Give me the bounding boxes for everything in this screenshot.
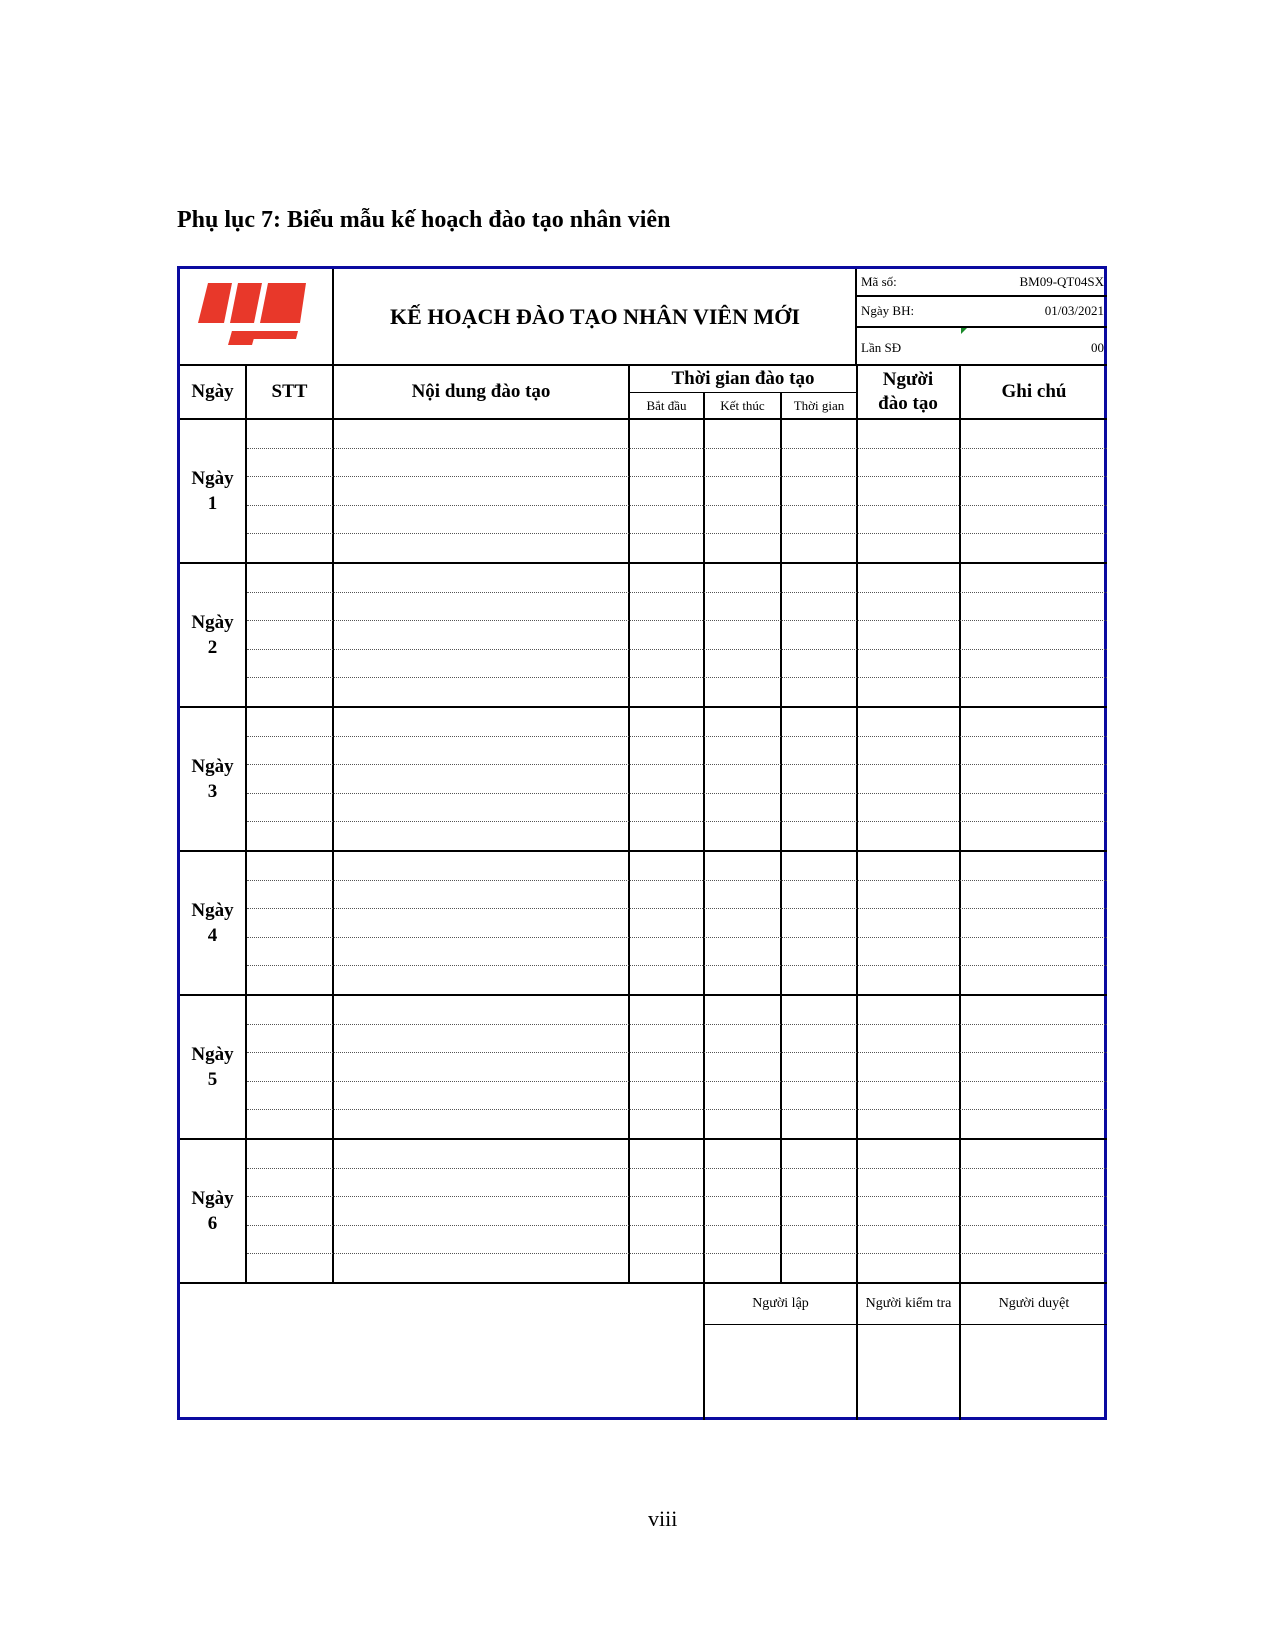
issue-date-value: 01/03/2021 [1044, 303, 1104, 318]
day-label: Ngày [191, 612, 234, 633]
document-heading: Phụ lục 7: Biểu mẫu kế hoạch đào tạo nhân viên [177, 207, 671, 233]
signature-checked-by-label: Người kiểm tra [865, 1296, 952, 1311]
training-plan-form [177, 266, 1107, 1420]
day-number: 5 [207, 1069, 218, 1090]
col-header-end: Kết thúc [720, 397, 765, 413]
form-title: KẾ HOẠCH ĐÀO TẠO NHÂN VIÊN MỚI [390, 303, 800, 329]
revision-label: Lần SĐ [861, 340, 902, 355]
trainer-line-2: đào tạo [878, 393, 938, 414]
revision-value: 00 [1091, 340, 1104, 355]
day-number: 3 [207, 781, 218, 802]
col-header-duration: Thời gian [793, 397, 845, 413]
issue-date-label: Ngày BH: [861, 303, 915, 318]
col-header-notes: Ghi chú [1001, 381, 1067, 402]
logo-cell [180, 269, 332, 364]
col-header-stt: STT [271, 381, 308, 402]
day-label: Ngày [191, 1188, 234, 1209]
col-header-time-group: Thời gian đào tạo [671, 368, 815, 389]
day-number: 1 [207, 493, 218, 514]
info-row-code [857, 269, 1107, 296]
col-header-day: Ngày [191, 381, 234, 402]
col-header-start: Bắt đầu [646, 397, 687, 413]
col-header-trainer [857, 366, 959, 418]
signature-checked-by-area [858, 1325, 959, 1417]
day-number: 6 [207, 1213, 218, 1234]
trainer-line-1: Người [882, 369, 934, 390]
day-label: Ngày [191, 468, 234, 489]
day-label: Ngày [191, 900, 234, 921]
day-number: 4 [207, 925, 218, 946]
day-number: 2 [207, 637, 218, 658]
signature-prepared-by-area [705, 1325, 856, 1417]
day-label: Ngày [191, 1044, 234, 1065]
day-label: Ngày [191, 756, 234, 777]
col-header-content: Nội dung đào tạo [411, 381, 551, 402]
info-row-issue-date [857, 297, 1107, 327]
signature-prepared-by-label: Người lập [752, 1296, 809, 1311]
signature-approved-by-area [961, 1325, 1107, 1417]
signature-approved-by-label: Người duyệt [998, 1296, 1070, 1311]
code-value: BM09-QT04SX [1019, 274, 1104, 289]
code-label: Mã số: [861, 274, 897, 289]
page-number: viii [648, 1506, 678, 1531]
company-logo-icon [198, 283, 308, 345]
info-row-revision [857, 328, 1107, 364]
